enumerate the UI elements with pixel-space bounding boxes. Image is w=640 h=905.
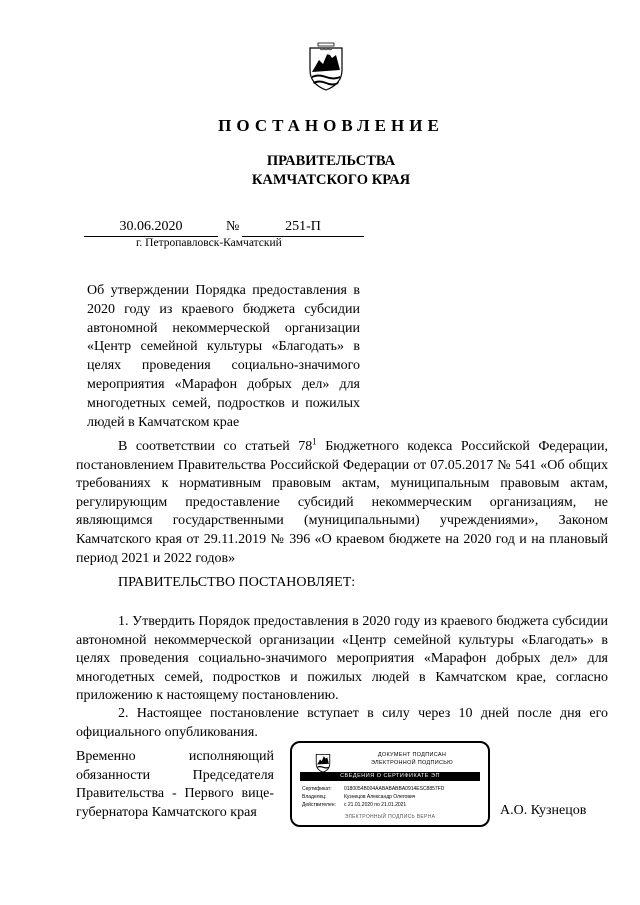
document-city: г. Петропавловск-Камчатский <box>136 237 282 249</box>
item-2-paragraph: 2. Настоящее постановление вступает в силу через 10 дней после дня его официального опубликования. <box>76 706 608 740</box>
issuer-title <box>0 152 640 190</box>
stamp-certificate-bar: СВЕДЕНИЯ О СЕРТИФИКАТЕ ЭП <box>300 772 480 781</box>
stamp-owner-row <box>302 794 415 801</box>
document-date: 30.06.2020 <box>84 219 218 237</box>
decree-heading: ПРАВИТЕЛЬСТВО ПОСТАНОВЛЯЕТ: <box>118 575 356 590</box>
stamp-valid-row <box>302 802 406 809</box>
issuer-line-1: ПРАВИТЕЛЬСТВА <box>266 153 396 169</box>
stamp-cert-label: Сертификат: <box>302 786 332 792</box>
preamble-text-start: В соответствии со статьей 78 <box>118 439 313 454</box>
preamble-superscript: 1 <box>312 436 317 447</box>
stamp-line-2: ЭЛЕКТРОННОЙ ПОДПИСЬЮ <box>370 760 454 766</box>
stamp-owner-value: Кузнецов Александр Олегович <box>344 794 416 800</box>
document-number: 251-П <box>242 219 364 237</box>
stamp-owner-label: Владелец: <box>302 794 327 800</box>
issuer-line-2: КАМЧАТСКОГО КРАЯ <box>251 172 411 188</box>
signatory-position: Временно исполняющий обязанности Председателя Правительства - Первого вице-губернатора Камчатского края <box>76 749 274 820</box>
number-sign: № <box>226 219 240 234</box>
stamp-line-1: ДОКУМЕНТ ПОДПИСАН <box>377 752 447 758</box>
kamchatka-emblem-icon <box>306 40 346 92</box>
signatory-name: А.О. Кузнецов <box>500 803 587 818</box>
preamble-paragraph <box>76 438 608 568</box>
stamp-valid-value: с 21.01.2020 по 21.01.2021 <box>344 802 407 808</box>
preamble-text-end: Бюджетного кодекса Российской Федерации, постановлением Правительства Российской Федерации от 07.05.2017 № 541 «Об общих требованиях к нормативным правовым актам, муниципальным правовым актам, регулирующим предоставление субсидий некоммерческим организациям, не являющимся государственными (муниципальными) учреждениями», Законом Камчатского края от 29.11.2019 № 396 «О краевом бюджете на 2020 год и на плановый период 2021 и 2022 годов» <box>76 439 608 566</box>
stamp-cert-value: 0180054B004AABABABBA0914ESC8857FD <box>344 786 445 792</box>
stamp-valid-label: Действителен: <box>302 802 336 808</box>
item-1-paragraph: 1. Утвердить Порядок предоставления в 2020 году из краевого бюджета субсидии автономной некоммерческой организации «Центр семейной культуры «Благодать» в целях проведения социально-значимого мероприятия «Марафон добрых дел» для многодетных семей, подростков и пожилых людей в Камчатском крае, согласно приложению к настоящему постановлению. <box>76 614 608 704</box>
stamp-emblem-icon <box>314 751 332 773</box>
electronic-signature-stamp <box>290 741 490 827</box>
document-type-title: ПОСТАНОВЛЕНИЕ <box>218 116 444 135</box>
stamp-footer: ЭЛЕКТРОННЫЙ ПОДПИСЬ ВЕРНА <box>344 814 436 820</box>
stamp-certificate-row <box>302 786 444 793</box>
stamp-heading <box>352 751 472 767</box>
document-subject: Об утверждении Порядка предоставления в 2020 году из краевого бюджета субсидии автономной некоммерческой организации «Центр семейной культуры «Благодать» в целях проведения социально-значимого мероприятия «Марафон добрых дел» для многодетных семей, подростков и пожилых людей в Камчатском крае <box>87 283 360 430</box>
